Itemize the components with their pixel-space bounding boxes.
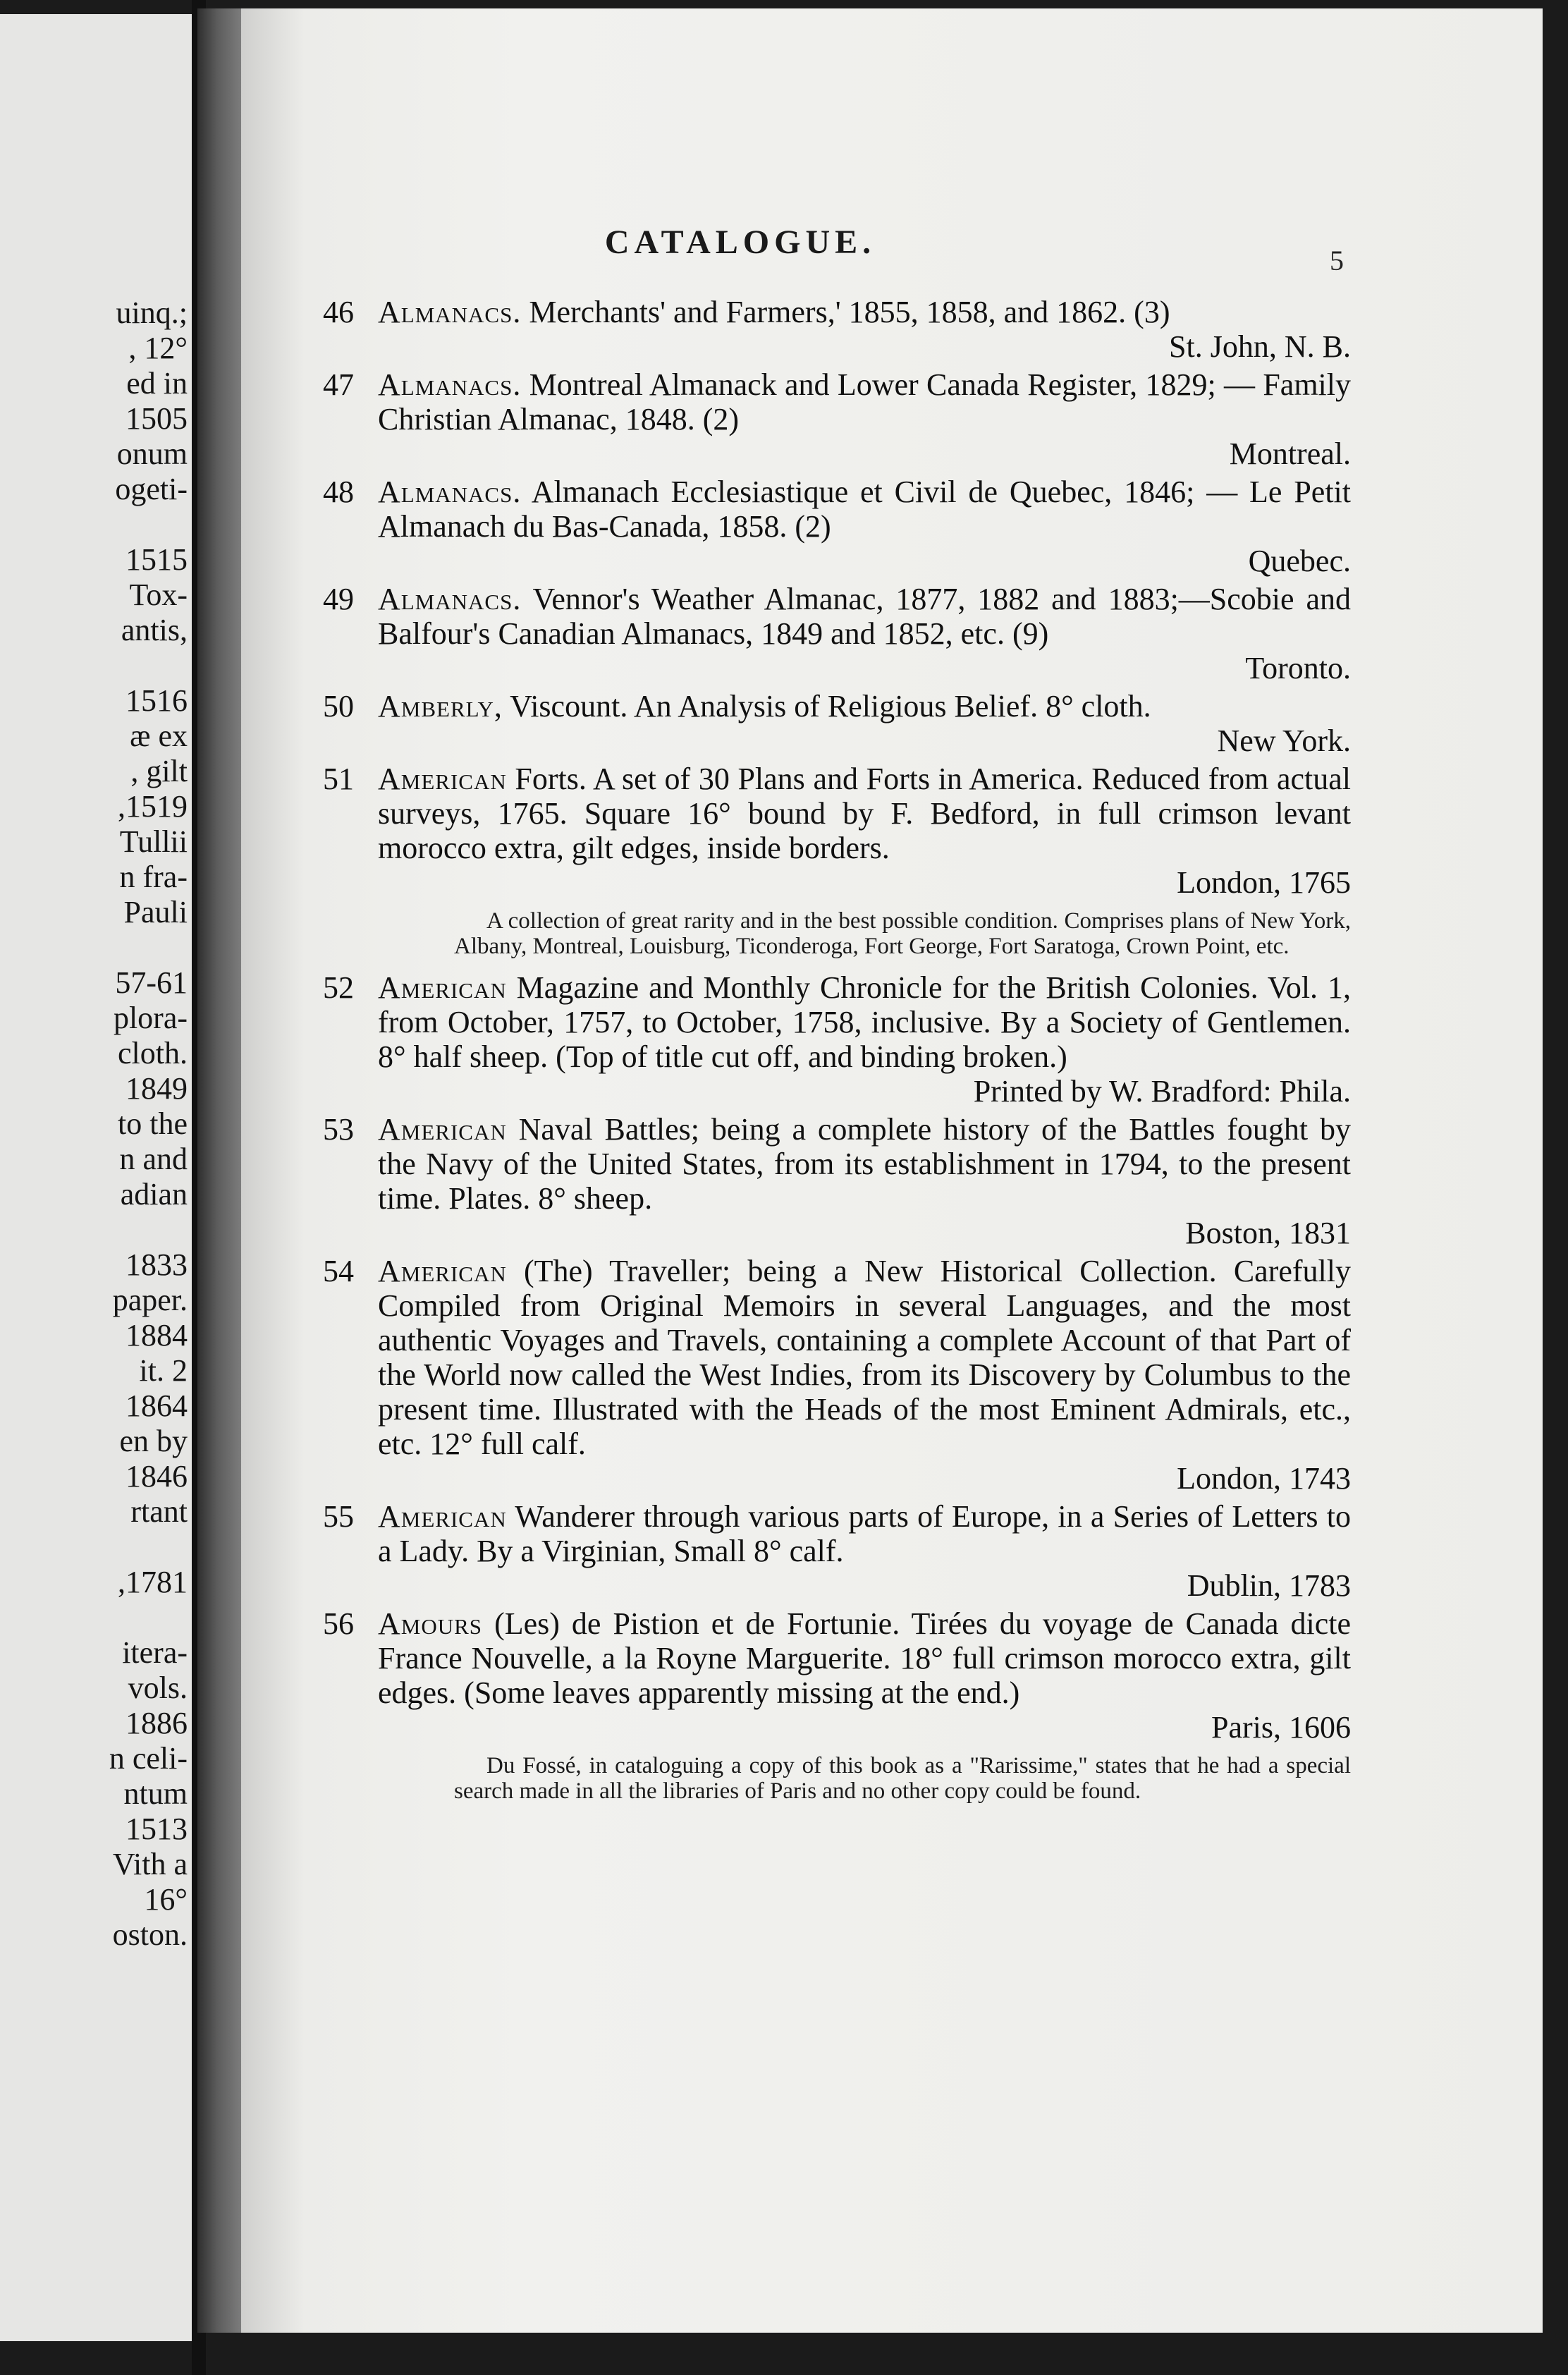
left-page-line: n fra-: [119, 860, 188, 894]
catalogue-entry-55: [314, 1499, 1351, 1603]
left-page-line: plora-: [113, 1001, 188, 1035]
entry-description: [378, 1499, 1351, 1568]
left-page-line: , 12°: [128, 331, 188, 365]
entry-text: Naval Battles; being a complete history of the Battles fought by the Navy of the United States, from its establishment in 1794, to the present time. Plates. 8° sheep.: [378, 1112, 1352, 1216]
entry-number: 54: [323, 1254, 354, 1288]
entry-description: [378, 1606, 1351, 1710]
entry-number: 47: [323, 367, 354, 402]
entry-imprint: Toronto.: [1245, 651, 1351, 685]
entry-number: 46: [323, 295, 354, 329]
left-page-line: 57-61: [115, 965, 188, 1000]
entry-imprint: Boston, 1831: [1185, 1216, 1351, 1250]
left-page-line: Tox-: [129, 578, 188, 612]
left-page-line: rtant: [130, 1494, 188, 1529]
entry-description: [378, 1112, 1351, 1216]
entry-heading: Almanacs.: [378, 295, 522, 329]
book-spine-shadow: [197, 8, 241, 2333]
page-title: CATALOGUE.: [604, 224, 876, 261]
entry-description: [378, 762, 1351, 865]
entry-text: (Les) de Pistion et de Fortunie. Tirées du voyage de Canada dicte France Nouvelle, a la Royne Marguerite. 18° full crimson morocco extra, gilt edges. (Some leaves apparently missing at the end.): [378, 1606, 1352, 1710]
entry-heading: Amours: [378, 1606, 483, 1641]
entry-note: A collection of great rarity and in the best possible condition. Comprises plans of New York, Albany, Montreal, Louisburg, Ticonderoga, Fort George, Fort Saratoga, Crown Point, etc.: [454, 908, 1351, 959]
left-page-line: 1515: [125, 542, 188, 577]
left-page-line: Tullii: [119, 824, 188, 859]
entry-text: Wanderer through various parts of Europe, in a Series of Letters to a Lady. By a Virginian, Small 8° calf.: [378, 1499, 1351, 1568]
entry-text: Almanach Ecclesiastique et Civil de Quebec, 1846; — Le Petit Almanach du Bas-Canada, 1858. (2): [378, 475, 1351, 544]
left-page-line: 1513: [125, 1812, 188, 1846]
entry-imprint: Printed by W. Bradford: Phila.: [973, 1074, 1351, 1109]
entry-note: Du Fossé, in cataloguing a copy of this book as a "Rarissime," states that he had a special search made in all the libraries of Paris and no other copy could be found.: [454, 1753, 1351, 1804]
left-page-line: æ ex: [130, 719, 188, 753]
entry-text: Montreal Almanack and Lower Canada Register, 1829; — Family Christian Almanac, 1848. (2): [378, 367, 1352, 436]
left-page-line: vols.: [128, 1671, 188, 1705]
entry-number: 56: [323, 1606, 354, 1641]
entry-description: [378, 367, 1351, 436]
entry-number: 52: [323, 970, 354, 1005]
entry-text: Forts. A set of 30 Plans and Forts in America. Reduced from actual surveys, 1765. Square 16° bound by F. Bedford, in full crimson levant morocco extra, gilt edges, inside borders.: [378, 762, 1352, 865]
catalogue-entry-56: [314, 1606, 1351, 1804]
left-page-line: n celi-: [109, 1741, 188, 1776]
left-page-line: ,1519: [118, 789, 188, 824]
entry-imprint: Montreal.: [1229, 436, 1351, 471]
catalogue-entry-48: [314, 475, 1351, 578]
entry-imprint: London, 1765: [1177, 865, 1351, 900]
left-page-line: 1864: [125, 1388, 188, 1423]
entry-imprint: Dublin, 1783: [1187, 1568, 1351, 1603]
left-page-line: adian: [120, 1177, 188, 1211]
entry-text: Merchants' and Farmers,' 1855, 1858, and 1862. (3): [529, 295, 1170, 329]
entry-heading: American: [378, 1254, 507, 1288]
entry-text: Vennor's Weather Almanac, 1877, 1882 and 1883;—Scobie and Balfour's Canadian Almanacs, 1849 and 1852, etc. (9): [378, 582, 1351, 651]
left-page-line: 1849: [125, 1071, 188, 1106]
catalogue-entry-47: [314, 367, 1351, 471]
left-page-line: paper.: [112, 1283, 188, 1317]
left-page-line: en by: [119, 1424, 188, 1458]
left-page-line: , gilt: [130, 754, 188, 788]
entry-number: 50: [323, 689, 354, 724]
catalogue-entry-52: [314, 970, 1351, 1109]
entry-number: 49: [323, 582, 354, 616]
left-page-line: ogeti-: [115, 472, 188, 506]
left-page-line: itera-: [122, 1635, 188, 1670]
catalogue-entry-53: [314, 1112, 1351, 1250]
entry-description: [378, 1254, 1351, 1461]
left-page-line: 1846: [125, 1459, 188, 1494]
entry-number: 53: [323, 1112, 354, 1147]
catalogue-entries: [314, 295, 1351, 1815]
entry-number: 48: [323, 475, 354, 509]
left-page-line: Vith a: [112, 1847, 188, 1881]
left-page-line: ntum: [123, 1776, 188, 1811]
entry-heading: American: [378, 970, 507, 1005]
left-page-line: 1833: [125, 1247, 188, 1282]
entry-imprint: London, 1743: [1177, 1461, 1351, 1496]
entry-number: 51: [323, 762, 354, 796]
entry-imprint: Quebec.: [1248, 544, 1351, 578]
entry-text: Viscount. An Analysis of Religious Belief. 8° cloth.: [510, 689, 1151, 724]
left-page-fragment: [0, 14, 192, 2341]
entry-heading: Almanacs.: [378, 475, 522, 509]
entry-heading: American: [378, 762, 507, 796]
entry-heading: Almanacs.: [378, 367, 522, 402]
left-page-line: 1884: [125, 1318, 188, 1353]
entry-imprint: Paris, 1606: [1211, 1710, 1351, 1745]
entry-heading: Almanacs.: [378, 582, 522, 616]
left-page-line: n and: [119, 1142, 188, 1176]
left-page-line: uinq.;: [116, 295, 188, 330]
entry-description: [378, 970, 1351, 1074]
left-page-line: cloth.: [118, 1036, 188, 1070]
entry-text: (The) Traveller; being a New Historical Collection. Carefully Compiled from Original Memoirs in several Languages, and the most authentic Voyages and Travels, containing a complete Account of that Part of the World now called the West Indies, from its Discovery by Columbus to the present time. Illustrated with the Heads of the most Eminent Admirals, etc., etc. 12° full calf.: [378, 1254, 1351, 1461]
left-page-line: oston.: [112, 1917, 188, 1952]
left-page-line: antis,: [121, 613, 188, 647]
entry-description: [378, 475, 1351, 544]
left-page-line: ,1781: [118, 1565, 188, 1599]
left-page-line: onum: [116, 436, 188, 471]
catalogue-entry-49: [314, 582, 1351, 685]
entry-text: Magazine and Monthly Chronicle for the British Colonies. Vol. 1, from October, 1757, to October, 1758, inclusive. By a Society of Gentlemen. 8° half sheep. (Top of title cut off, and binding broken.): [378, 970, 1351, 1074]
left-page-line: 16°: [144, 1882, 188, 1917]
entry-heading: Amberly,: [378, 689, 503, 724]
left-page-line: it. 2: [139, 1353, 188, 1388]
entry-description: [378, 582, 1351, 651]
catalogue-entry-46: [314, 295, 1351, 364]
entry-heading: American: [378, 1499, 507, 1534]
entry-description: [378, 689, 1351, 724]
left-page-line: to the: [118, 1106, 188, 1141]
catalogue-entry-54: [314, 1254, 1351, 1496]
left-page-line: Pauli: [123, 895, 188, 929]
left-page-line: 1505: [125, 401, 188, 436]
page-number: 5: [1330, 245, 1344, 276]
entry-imprint: New York.: [1217, 724, 1351, 758]
left-page-line: 1516: [125, 683, 188, 718]
entry-heading: American: [378, 1112, 507, 1147]
entry-imprint: St. John, N. B.: [1169, 329, 1351, 364]
catalogue-entry-51: [314, 762, 1351, 959]
left-page-line: ed in: [126, 366, 188, 401]
catalogue-entry-50: [314, 689, 1351, 758]
left-page-line: 1886: [125, 1706, 188, 1740]
entry-description: [378, 295, 1351, 329]
entry-number: 55: [323, 1499, 354, 1534]
